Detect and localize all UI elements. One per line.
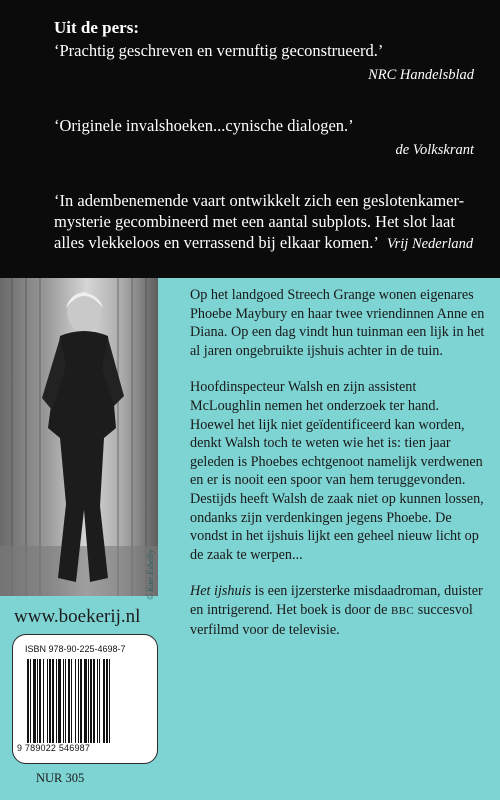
press-section [0,0,500,278]
press-source-2: de Volkskrant [395,142,474,158]
blurb-paragraph-2: Hoofdinspecteur Walsh en zijn assistent McLoughlin nemen het onderzoek ter hand. Hoewel het lijk niet geïdentificeerd kan worden, denkt Walsh toch te weten wie het is: tien jaar geleden is Phoebes echtgenoot namelijk verdwenen en er is nooit een spoor van hem teruggevonden. Destijds heeft Walsh de zaak niet op kunnen lossen, ondanks zijn verdenkingen jegens Phoebe. De vondst in het ijshuis lijkt een geheel nieuw licht op de zaak te werpen... [190,379,484,563]
press-source-1: NRC Handelsblad [368,67,474,83]
isbn-label: ISBN 978-90-225-4698-7 [25,644,126,654]
press-quote-3-text: ‘In adembenemende vaart ontwikkelt zich een geslotenkamer-mysterie gecombineerd met een aantal subplots. Het slot laat alles vlekkeloos en verrassend bij elkaar komen.’ [54,191,465,252]
blurb [190,286,486,657]
nur-code: NUR 305 [36,771,85,785]
bbc-label: BBC [390,604,415,617]
publisher-url: www.boekerij.nl [14,606,141,627]
press-heading: Uit de pers: [54,18,139,37]
book-title: Het ijshuis [190,583,252,600]
press-quote-1: ‘Prachtig geschreven en vernuftig geconstrueerd.’ [54,41,384,60]
photo-credit [146,588,155,600]
press-source-3: Vrij Nederland [386,236,474,252]
blurb-paragraph-3 [190,582,486,639]
barcode-digits: 9 789022 546987 [17,743,91,753]
blurb-text-a: is een ijzersterke misdaadroman, duister en intrigerend. Het boek is door de [190,583,483,618]
blurb-text-b: succesvol verfilmd voor de televisie. [190,601,473,638]
barcode-icon [25,659,147,743]
press-quote-2: ‘Originele invalshoeken...cynische dialogen.’ [54,116,354,135]
author-photo [0,278,158,596]
blurb-paragraph-1: Op het landgoed Streech Grange wonen eigenares Phoebe Maybury en haar twee vriendinnen Anne en Diana. Op een dag vindt hun tuinman een lijk in het al jaren ongebruikte ijshuis achter in de tuin. [190,287,485,359]
barcode-box [12,634,158,764]
press-quote-3 [54,190,474,255]
